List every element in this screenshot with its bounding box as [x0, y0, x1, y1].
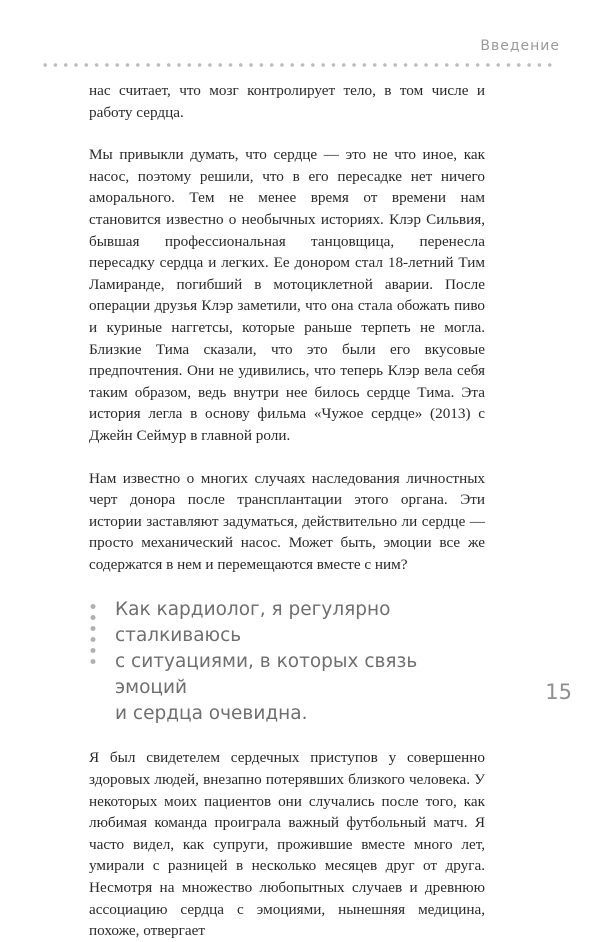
paragraph: Я был свидетелем сердечных приступов у совершенно здоровых людей, внезапно потерявших близкого человека. У некоторых моих пациентов они случались после того, как любимая команда проиграла важный футбольный матч. Я часто видел, как супруги, прожившие вместе много лет, умирали с разницей в несколько месяцев друг от друга. Несмотря на множество любопытных случаев и древнюю ассоциацию сердца с эмоциями, нынешняя медицина, похоже, отвергает	[89, 749, 485, 940]
chapter-title: Введение	[480, 38, 560, 54]
pull-quote	[89, 597, 485, 727]
pull-quote-line: с ситуациями, в которых связь эмоций	[115, 651, 418, 699]
paragraph: Мы привыкли думать, что сердце — это не что иное, как насос, поэтому решили, что в его пересадке нет ничего аморального. Тем не менее время от времени нам становится известно о необычных историях. Клэр Сильвия, бывшая профессиональная танцовщица, перенесла пересадку сердца и легких. Ее донором стал 18-летний Тим Ламиранде, погибший в мотоциклетной аварии. После операции друзья Клэр заметили, что она стала обожать пиво и куриные наггетсы, которые раньше терпеть не могла. Близкие Тима сказали, что это были его вкусовые предпочтения. Они не удивились, что теперь Клэр вела себя таким образом, ведь внутри нее билось сердце Тима. Эта история легла в основу фильма «Чужое сердце» (2013) с Джейн Сеймур в главной роли.	[89, 146, 485, 444]
paragraph: нас считает, что мозг контролирует тело, в том числе и работу сердца.	[89, 82, 485, 121]
paragraph: Нам известно о многих случаях наследования личностных черт донора после трансплантации этого органа. Эти истории заставляют задуматься, действительно ли сердце — просто механический насос. Может быть, эмоции все же содержатся в нем и перемещаются вместе с ним?	[89, 469, 485, 573]
header-dotted-divider	[40, 62, 556, 68]
page-number: 15	[545, 680, 572, 704]
pull-quote-line: и сердца очевидна.	[115, 703, 308, 725]
pull-quote-line: Как кардиолог, я регулярно сталкиваюсь	[115, 599, 391, 647]
quote-dotted-bar	[89, 601, 97, 665]
pull-quote-text	[115, 597, 485, 727]
page-body	[89, 80, 485, 942]
